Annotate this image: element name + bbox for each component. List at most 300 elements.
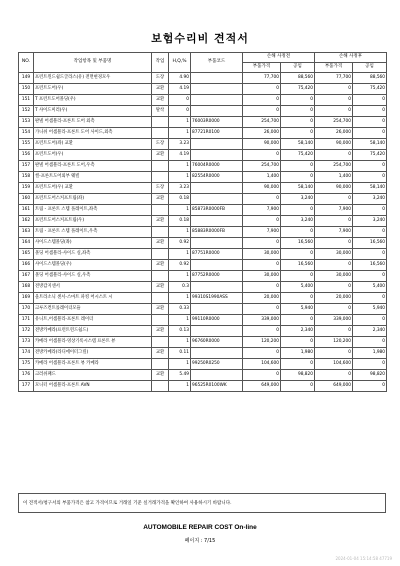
cell-hq: 1 [169, 117, 191, 128]
cell-no: 153 [19, 117, 34, 128]
cell-hq: 1 [169, 227, 191, 238]
document-title: 보험수리비 견적서 [151, 32, 249, 45]
cell-bl: 1,980 [281, 348, 315, 359]
cell-no: 156 [19, 150, 34, 161]
cell-hq: 1 [169, 337, 191, 348]
cell-work: 교환 [152, 370, 169, 381]
cell-code: 96525R0100WK [191, 381, 243, 392]
cell-item: 전방감지센서 [34, 282, 152, 293]
cell-work [152, 315, 169, 326]
cell-bp: 254,700 [243, 117, 281, 128]
cell-ap: 0 [315, 282, 353, 293]
cell-no: 158 [19, 172, 34, 183]
cell-bl: 3,240 [281, 194, 315, 205]
cell-work: 교환 [152, 216, 169, 227]
cell-no: 149 [19, 73, 34, 84]
cell-item: 모니터 어셈블리-프론트 AVN [34, 381, 152, 392]
cell-ap: 30,000 [315, 249, 353, 260]
cell-work [152, 128, 169, 139]
cell-ap: 0 [315, 150, 353, 161]
cell-item: T 사이드미러(우) [34, 106, 152, 117]
cell-al: 5,400 [353, 282, 387, 293]
cell-item: 프런트도어(우) [34, 84, 152, 95]
cell-hq: 0 [169, 95, 191, 106]
cell-al: 0 [353, 128, 387, 139]
cell-ap: 77,700 [315, 73, 353, 84]
cell-code: 87752R0000 [191, 271, 243, 282]
table-row [19, 172, 387, 183]
header-no: NO. [19, 53, 34, 73]
cell-al: 58,140 [353, 139, 387, 150]
cell-code [191, 238, 243, 249]
cell-code: 76003R0000 [191, 117, 243, 128]
table-row [19, 337, 387, 348]
cell-work [152, 359, 169, 370]
cell-hq: 1 [169, 249, 191, 260]
cell-bl: 0 [281, 337, 315, 348]
cell-bp: 0 [243, 348, 281, 359]
cell-bl: 0 [281, 315, 315, 326]
cell-code [191, 183, 243, 194]
print-timestamp: 2024-01-04 15:14:58 47719 [335, 556, 392, 561]
cell-item: 프런트윈드쉴드글라스(유) 전면현경모우 [34, 73, 152, 84]
cell-ap: 90,000 [315, 139, 353, 150]
cell-no: 166 [19, 260, 34, 271]
cell-bp: 0 [243, 370, 281, 381]
cell-hq: 4.19 [169, 84, 191, 95]
table-row [19, 183, 387, 194]
cell-ap: 254,700 [315, 117, 353, 128]
cell-work [152, 293, 169, 304]
cell-ap: 0 [315, 370, 353, 381]
cell-item: 가니쉬 어셈블리-프론트 도어 사이드,외측 [34, 128, 152, 139]
table-row [19, 227, 387, 238]
cell-code: 87721R0100 [191, 128, 243, 139]
cell-item: 판넬 어셈블리-프론트 도어,우측 [34, 161, 152, 172]
cell-item: 크러쉬패드 [34, 370, 152, 381]
cell-code: 87751R0000 [191, 249, 243, 260]
cell-bl: 0 [281, 293, 315, 304]
cell-hq: 0.33 [169, 304, 191, 315]
cell-work [152, 381, 169, 392]
cell-work: 교환 [152, 150, 169, 161]
cell-code [191, 95, 243, 106]
cell-bl: 88,560 [281, 73, 315, 84]
cell-item: 크루즈컨트롤레이더모듈 [34, 304, 152, 315]
table-row [19, 150, 387, 161]
cell-hq: 0.18 [169, 194, 191, 205]
cell-al: 2,340 [353, 326, 387, 337]
cell-al: 58,140 [353, 183, 387, 194]
cell-al: 3,240 [353, 194, 387, 205]
cell-no: 150 [19, 84, 34, 95]
cell-work: 교환 [152, 260, 169, 271]
cell-bl: 0 [281, 172, 315, 183]
cell-item: 카메라 어셈블리-영상기록시스템 프론트 뷰 [34, 337, 152, 348]
cell-item: 사이드스텝몰딩(우) [34, 260, 152, 271]
cell-item: 프런트도어스커프트림(우) [34, 216, 152, 227]
cell-bp: 90,000 [243, 183, 281, 194]
cell-bl: 0 [281, 161, 315, 172]
cell-code [191, 194, 243, 205]
cell-bl: 0 [281, 128, 315, 139]
cell-work: 교환 [152, 194, 169, 205]
cell-hq: 1 [169, 293, 191, 304]
cell-ap: 0 [315, 304, 353, 315]
cell-code [191, 282, 243, 293]
cell-ap: 254,700 [315, 161, 353, 172]
cell-bp: 0 [243, 150, 281, 161]
cell-ap: 30,000 [315, 271, 353, 282]
cell-al: 75,420 [353, 84, 387, 95]
cell-no: 157 [19, 161, 34, 172]
cell-bl: 58,140 [281, 139, 315, 150]
cell-ap: 0 [315, 348, 353, 359]
cell-ap: 7,900 [315, 205, 353, 216]
cell-bl: 98,820 [281, 370, 315, 381]
cell-al: 0 [353, 161, 387, 172]
cell-ap: 339,000 [315, 315, 353, 326]
cell-bl: 0 [281, 359, 315, 370]
header-before-labor: 공임 [281, 63, 315, 73]
cell-hq: 0 [169, 106, 191, 117]
table-row [19, 194, 387, 205]
cell-al: 0 [353, 227, 387, 238]
cell-al: 0 [353, 205, 387, 216]
table-row [19, 304, 387, 315]
cell-code: 85883R0000FB [191, 227, 243, 238]
cell-ap: 7,900 [315, 227, 353, 238]
cell-work [152, 227, 169, 238]
cell-ap: 0 [315, 106, 353, 117]
cell-ap: 0 [315, 326, 353, 337]
cell-bp: 649,000 [243, 381, 281, 392]
table-row [19, 128, 387, 139]
cell-bp: 0 [243, 326, 281, 337]
cell-code: 82554R0000 [191, 172, 243, 183]
cell-work: 도장 [152, 183, 169, 194]
cell-no: 165 [19, 249, 34, 260]
cell-bp: 0 [243, 194, 281, 205]
cell-no: 160 [19, 194, 34, 205]
cell-no: 168 [19, 282, 34, 293]
table-row [19, 370, 387, 381]
cell-al: 0 [353, 95, 387, 106]
cell-bp: 7,900 [243, 205, 281, 216]
cell-hq: 1 [169, 172, 191, 183]
table-row [19, 161, 387, 172]
cell-hq: 3.23 [169, 139, 191, 150]
cell-ap: 0 [315, 84, 353, 95]
cell-bp: 0 [243, 282, 281, 293]
cell-hq: 1 [169, 205, 191, 216]
cell-code: 96760R0000 [191, 337, 243, 348]
cell-item: 사이드스텝몰딩(좌) [34, 238, 152, 249]
cell-bp: 0 [243, 84, 281, 95]
cell-code [191, 84, 243, 95]
estimate-table [18, 52, 387, 392]
cell-no: 170 [19, 304, 34, 315]
cell-ap: 90,000 [315, 183, 353, 194]
cell-item: T 프런트도어몰딩(우) [34, 95, 152, 106]
cell-no: 169 [19, 293, 34, 304]
cell-bl: 0 [281, 249, 315, 260]
cell-bp: 7,900 [243, 227, 281, 238]
cell-no: 176 [19, 370, 34, 381]
cell-work [152, 205, 169, 216]
cell-no: 177 [19, 381, 34, 392]
table-row [19, 326, 387, 337]
cell-ap: 0 [315, 238, 353, 249]
cell-ap: 26,000 [315, 128, 353, 139]
cell-bl: 58,140 [281, 183, 315, 194]
cell-item: 트림 - 프론트 스텝 플레이트,우측 [34, 227, 152, 238]
cell-bl: 2,340 [281, 326, 315, 337]
cell-ap: 20,000 [315, 293, 353, 304]
table-row [19, 293, 387, 304]
cell-ap: 0 [315, 95, 353, 106]
cell-bp: 30,000 [243, 271, 281, 282]
cell-bl: 0 [281, 227, 315, 238]
cell-hq: 0.13 [169, 326, 191, 337]
cell-al: 3,240 [353, 216, 387, 227]
cell-bl: 5,400 [281, 282, 315, 293]
cell-work: 교환 [152, 95, 169, 106]
cell-code: 99110R0000 [191, 315, 243, 326]
cell-al: 88,560 [353, 73, 387, 84]
cell-al: 0 [353, 172, 387, 183]
cell-bp: 120,200 [243, 337, 281, 348]
cell-al: 0 [353, 293, 387, 304]
cell-code: 85873R0000FB [191, 205, 243, 216]
cell-no: 174 [19, 348, 34, 359]
cell-bl: 0 [281, 95, 315, 106]
cell-al: 0 [353, 315, 387, 326]
cell-hq: 4.19 [169, 150, 191, 161]
cell-no: 151 [19, 95, 34, 106]
cell-work: 도장 [152, 139, 169, 150]
cell-no: 167 [19, 271, 34, 282]
table-row [19, 260, 387, 271]
cell-bl: 0 [281, 106, 315, 117]
table-row [19, 106, 387, 117]
cell-bp: 104,600 [243, 359, 281, 370]
cell-al: 98,820 [353, 370, 387, 381]
cell-bp: 0 [243, 260, 281, 271]
header-item: 작업항목 및 부품명 [34, 53, 152, 73]
cell-hq: 0.3 [169, 282, 191, 293]
cell-work: 교환 [152, 238, 169, 249]
cell-code [191, 260, 243, 271]
cell-hq: 5.49 [169, 370, 191, 381]
cell-hq: 0.92 [169, 238, 191, 249]
cell-no: 172 [19, 326, 34, 337]
cell-hq: 1 [169, 381, 191, 392]
cell-bl: 16,560 [281, 260, 315, 271]
page-number: 페이지 : 7/15 [184, 538, 216, 544]
cell-code: 76004R0000 [191, 161, 243, 172]
cell-code [191, 216, 243, 227]
cell-code [191, 73, 243, 84]
cell-no: 161 [19, 205, 34, 216]
table-body [19, 73, 387, 392]
cell-item: 프런트도어(좌) 교환 [34, 139, 152, 150]
cell-al: 75,420 [353, 150, 387, 161]
cell-ap: 0 [315, 194, 353, 205]
cell-item: 프런트도어(우) 교환 [34, 183, 152, 194]
cell-work [152, 337, 169, 348]
header-part-code: 부품코드 [191, 53, 243, 73]
cell-bl: 0 [281, 205, 315, 216]
cell-item: 몰딩 어셈블리-사이드 실,우측 [34, 271, 152, 282]
cell-al: 0 [353, 271, 387, 282]
cell-bp: 90,000 [243, 139, 281, 150]
cell-ap: 1,400 [315, 172, 353, 183]
cell-no: 155 [19, 139, 34, 150]
cell-code: 99310S1990ASS [191, 293, 243, 304]
cell-al: 0 [353, 106, 387, 117]
cell-code [191, 106, 243, 117]
cell-no: 159 [19, 183, 34, 194]
cell-bl: 75,420 [281, 150, 315, 161]
cell-no: 154 [19, 128, 34, 139]
cell-bp: 0 [243, 95, 281, 106]
cell-ap: 104,600 [315, 359, 353, 370]
cell-code [191, 370, 243, 381]
table-row [19, 271, 387, 282]
cell-hq: 0.18 [169, 216, 191, 227]
cell-al: 5,940 [353, 304, 387, 315]
cell-al: 16,560 [353, 238, 387, 249]
cell-al: 0 [353, 381, 387, 392]
cell-work [152, 271, 169, 282]
table-row [19, 139, 387, 150]
table-row [19, 216, 387, 227]
cell-work [152, 117, 169, 128]
cell-hq: 0.11 [169, 348, 191, 359]
cell-item: 트림 - 프론트 스텝 플레이트,좌측 [34, 205, 152, 216]
cell-no: 164 [19, 238, 34, 249]
cell-bp: 0 [243, 238, 281, 249]
cell-item: 프런트도어스커프트림(좌) [34, 194, 152, 205]
cell-work: 교환 [152, 84, 169, 95]
table-row [19, 117, 387, 128]
cell-hq: 4.90 [169, 73, 191, 84]
cell-bp: 254,700 [243, 161, 281, 172]
table-row [19, 73, 387, 84]
cell-code: 99250R0250 [191, 359, 243, 370]
header-after-labor: 공임 [353, 63, 387, 73]
cell-code [191, 139, 243, 150]
header-after: 손해 사정후 [315, 53, 387, 63]
cell-item: 전방카메라(라디에이터그릴) [34, 348, 152, 359]
cell-bp: 77,700 [243, 73, 281, 84]
cell-hq: 1 [169, 161, 191, 172]
cell-work: 교환 [152, 282, 169, 293]
cell-code [191, 304, 243, 315]
table-row [19, 282, 387, 293]
cell-no: 171 [19, 315, 34, 326]
header-after-parts: 부품가격 [315, 63, 353, 73]
header-work: 작업 [152, 53, 169, 73]
cell-item: 유니트,어셈블리-프론트 레이더 [34, 315, 152, 326]
cell-work [152, 172, 169, 183]
cell-bl: 16,560 [281, 238, 315, 249]
cell-bp: 339,000 [243, 315, 281, 326]
cell-bp: 1,400 [243, 172, 281, 183]
cell-hq: 3.23 [169, 183, 191, 194]
table-row [19, 238, 387, 249]
cell-work [152, 161, 169, 172]
footer-title: AUTOMOBILE REPAIR COST On-line [143, 524, 257, 531]
cell-bl: 5,940 [281, 304, 315, 315]
table-row [19, 95, 387, 106]
cell-no: 173 [19, 337, 34, 348]
cell-no: 152 [19, 106, 34, 117]
cell-hq: 1 [169, 128, 191, 139]
cell-bl: 3,240 [281, 216, 315, 227]
cell-ap: 0 [315, 260, 353, 271]
cell-work [152, 249, 169, 260]
table-row [19, 84, 387, 95]
cell-al: 0 [353, 249, 387, 260]
cell-bl: 0 [281, 381, 315, 392]
cell-hq: 0.92 [169, 260, 191, 271]
cell-item: 씰-프론트도어외부 웨빌 [34, 172, 152, 183]
cell-item: 울트라소닉 센서-스마트 파킹 어시스트 시 [34, 293, 152, 304]
cell-work: 교환 [152, 348, 169, 359]
cell-bp: 26,000 [243, 128, 281, 139]
cell-hq: 1 [169, 271, 191, 282]
table-row [19, 348, 387, 359]
cell-bl: 0 [281, 271, 315, 282]
cell-work: 교환 [152, 326, 169, 337]
cell-bp: 20,000 [243, 293, 281, 304]
cell-ap: 0 [315, 216, 353, 227]
table-row [19, 249, 387, 260]
cell-ap: 649,000 [315, 381, 353, 392]
cell-hq: 1 [169, 359, 191, 370]
cell-no: 175 [19, 359, 34, 370]
cell-al: 0 [353, 337, 387, 348]
cell-code [191, 150, 243, 161]
header-before-parts: 부품가격 [243, 63, 281, 73]
cell-item: 판넬 어셈블리-프론트 도어 외측 [34, 117, 152, 128]
cell-work: 도장 [152, 73, 169, 84]
cell-work: 교환 [152, 304, 169, 315]
price-notice: 이 견적서/청구서의 부품가격은 참고 가격이므로 거래일 기준 실거래가격을 확인하여 사용하시기 바랍니다. [18, 493, 386, 513]
table-row [19, 205, 387, 216]
table-row [19, 315, 387, 326]
cell-code [191, 348, 243, 359]
table-row [19, 381, 387, 392]
cell-no: 163 [19, 227, 34, 238]
cell-bp: 0 [243, 106, 281, 117]
cell-no: 162 [19, 216, 34, 227]
cell-al: 16,560 [353, 260, 387, 271]
cell-item: 몰딩 어셈블리-사이드 실,좌측 [34, 249, 152, 260]
cell-item: 카메라 어셈블리-프론트 뷰 카메라 [34, 359, 152, 370]
cell-bl: 75,420 [281, 84, 315, 95]
cell-hq: 1 [169, 315, 191, 326]
cell-al: 1,980 [353, 348, 387, 359]
cell-al: 0 [353, 359, 387, 370]
header-hq: H,Q,% [169, 53, 191, 73]
header-before: 손해 사정전 [243, 53, 315, 63]
cell-code [191, 326, 243, 337]
cell-work: 탈착 [152, 106, 169, 117]
table-row [19, 359, 387, 370]
